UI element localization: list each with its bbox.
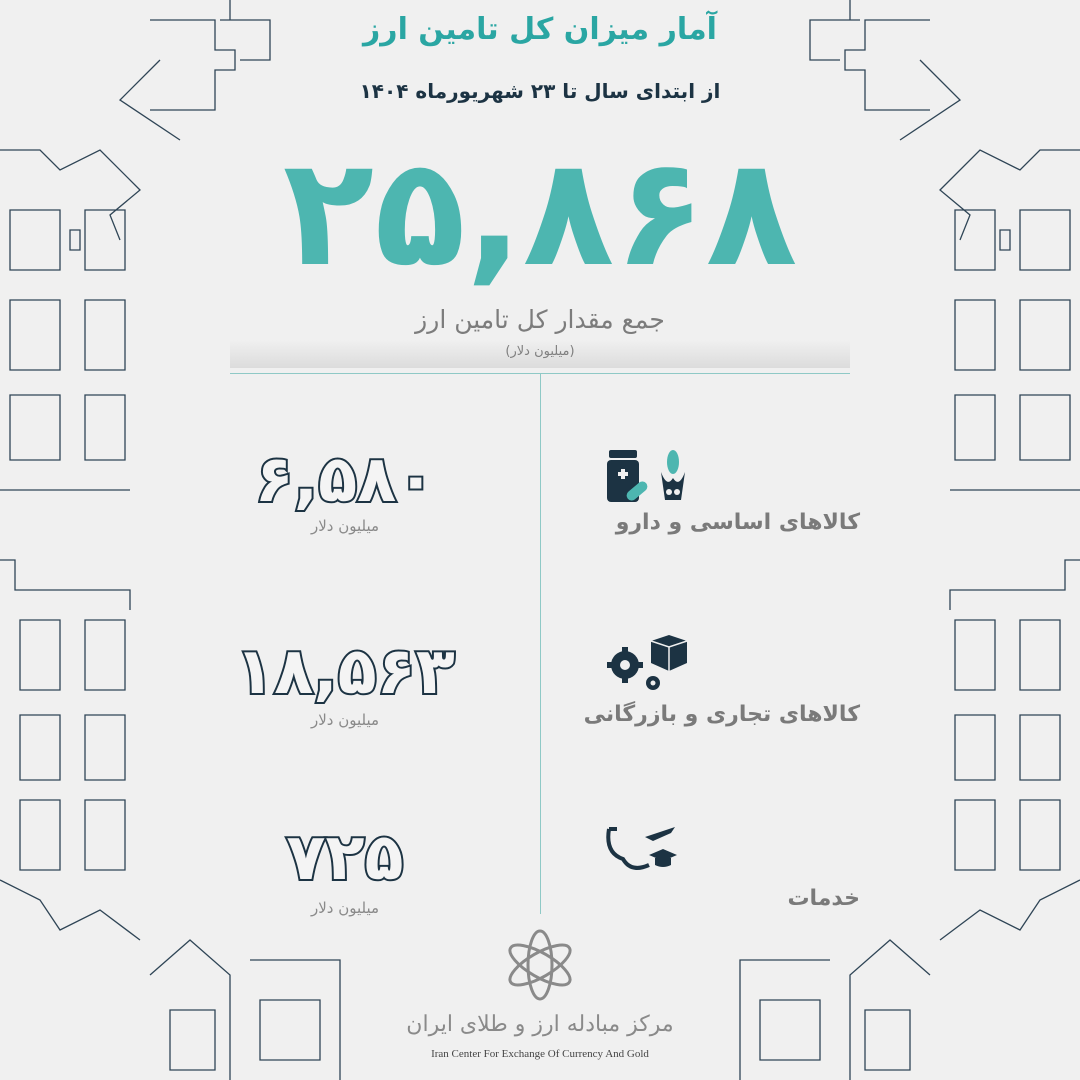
services-icon	[605, 825, 677, 875]
pattern-bottom-left	[150, 940, 340, 1080]
logo-name-persian: مرکز مبادله ارز و طلای ایران	[406, 1012, 674, 1037]
page-title: آمار میزان کل تامین ارز	[363, 12, 717, 47]
stat-value-essential-goods: ۶,۵۸۰	[254, 443, 436, 517]
total-label: جمع مقدار کل تامین ارز	[415, 305, 665, 334]
page-subtitle: از ابتدای سال تا ۲۳ شهریورماه ۱۴۰۴	[359, 79, 721, 103]
vertical-divider	[540, 374, 541, 914]
total-value: ۲۵,۸۶۸	[282, 126, 798, 300]
stat-value-commercial-goods: ۱۸,۵۶۳	[235, 635, 455, 709]
medicine-grain-icon	[605, 448, 695, 506]
logo-emblem-icon	[500, 925, 580, 1005]
pattern-top-right	[810, 0, 960, 140]
total-unit: (میلیون دلار)	[505, 344, 575, 359]
stat-unit-essential-goods: میلیون دلار	[310, 517, 380, 535]
stat-unit-commercial-goods: میلیون دلار	[310, 711, 380, 729]
stat-unit-services: میلیون دلار	[310, 899, 380, 917]
category-services: خدمات	[787, 886, 860, 911]
stat-value-services: ۷۲۵	[286, 821, 404, 895]
category-essential-goods: کالاهای اساسی و دارو	[615, 510, 860, 535]
logo-name-english: Iran Center For Exchange Of Currency And Gold	[431, 1048, 649, 1060]
category-commercial-goods: کالاهای تجاری و بازرگانی	[583, 702, 860, 727]
pattern-top-left	[120, 0, 270, 140]
pattern-right	[940, 150, 1080, 940]
gears-box-icon	[605, 635, 689, 691]
pattern-bottom-right	[740, 940, 930, 1080]
pattern-left	[0, 150, 140, 940]
